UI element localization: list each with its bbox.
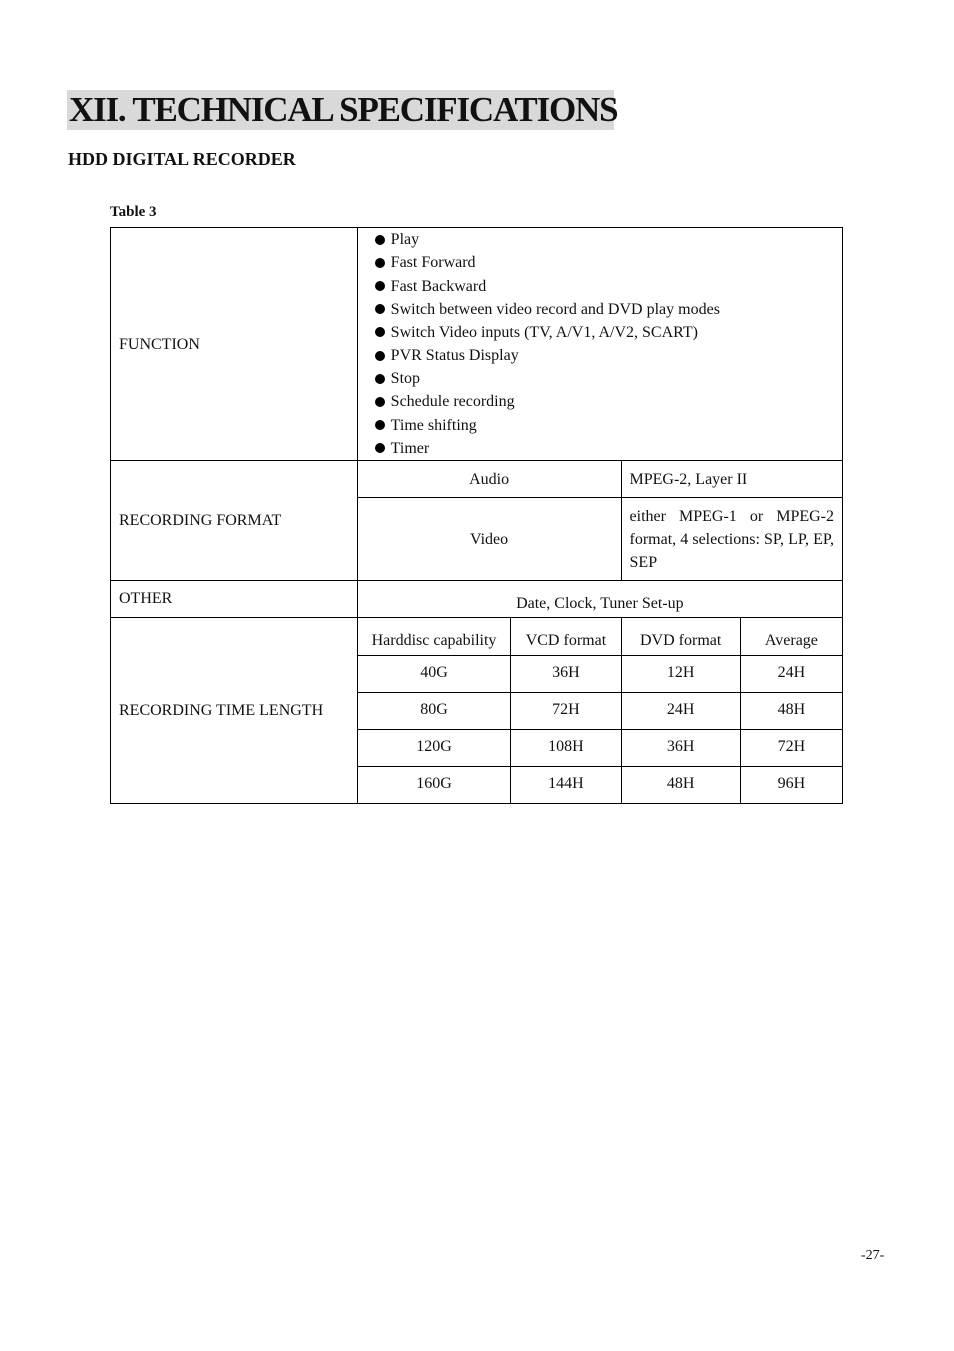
table-cell: 48H xyxy=(740,693,842,730)
bullet-icon xyxy=(375,374,385,384)
table-cell: 96H xyxy=(740,767,842,804)
video-label: Video xyxy=(357,498,621,581)
other-row xyxy=(111,581,843,618)
bullet-icon xyxy=(375,327,385,337)
table-cell: 36H xyxy=(511,656,621,693)
function-list xyxy=(358,228,842,460)
bullet-icon xyxy=(375,258,385,268)
video-value: either MPEG-1 or MPEG-2 format, 4 selections: SP, LP, EP, SEP xyxy=(621,498,842,581)
list-item: Play xyxy=(375,228,842,251)
table-cell: 40G xyxy=(357,656,511,693)
list-item: Time shifting xyxy=(375,414,842,437)
audio-value: MPEG-2, Layer II xyxy=(621,461,842,498)
table-cell: 120G xyxy=(357,730,511,767)
table-cell: 12H xyxy=(621,656,740,693)
bullet-icon xyxy=(375,397,385,407)
section-subtitle: HDD DIGITAL RECORDER xyxy=(68,149,296,169)
bullet-icon xyxy=(375,351,385,361)
page-title: XII. TECHNICAL SPECIFICATIONS xyxy=(69,90,618,129)
list-item: PVR Status Display xyxy=(375,344,842,367)
other-value: Date, Clock, Tuner Set-up xyxy=(357,581,842,618)
list-item: Schedule recording xyxy=(375,390,842,413)
column-header: Average xyxy=(740,618,842,656)
function-row xyxy=(111,228,843,461)
recording-format-label: RECORDING FORMAT xyxy=(111,461,358,581)
table-cell: 24H xyxy=(621,693,740,730)
recording-time-label: RECORDING TIME LENGTH xyxy=(111,618,358,804)
function-items-cell xyxy=(357,228,842,461)
list-item: Fast Forward xyxy=(375,251,842,274)
other-label: OTHER xyxy=(111,581,358,618)
bullet-icon xyxy=(375,304,385,314)
list-item: Fast Backward xyxy=(375,274,842,297)
column-header: Harddisc capability xyxy=(357,618,511,656)
table-cell: 108H xyxy=(511,730,621,767)
table-cell: 72H xyxy=(511,693,621,730)
table-cell: 144H xyxy=(511,767,621,804)
bullet-icon xyxy=(375,235,385,245)
table-cell: 48H xyxy=(621,767,740,804)
column-header: VCD format xyxy=(511,618,621,656)
bullet-icon xyxy=(375,443,385,453)
column-header: DVD format xyxy=(621,618,740,656)
list-item: Switch Video inputs (TV, A/V1, A/V2, SCART) xyxy=(375,321,842,344)
table-cell: 36H xyxy=(621,730,740,767)
bullet-icon xyxy=(375,420,385,430)
table-cell: 72H xyxy=(740,730,842,767)
bullet-icon xyxy=(375,281,385,291)
specifications-table xyxy=(110,227,843,804)
table-caption: Table 3 xyxy=(110,204,157,220)
list-item: Stop xyxy=(375,367,842,390)
list-item: Timer xyxy=(375,437,842,460)
table-cell: 160G xyxy=(357,767,511,804)
table-cell: 80G xyxy=(357,693,511,730)
function-label: FUNCTION xyxy=(111,228,358,461)
recording-time-header-row xyxy=(111,618,843,656)
audio-label: Audio xyxy=(357,461,621,498)
page-number: -27- xyxy=(861,1248,885,1263)
list-item: Switch between video record and DVD play modes xyxy=(375,298,842,321)
table-cell: 24H xyxy=(740,656,842,693)
recording-format-audio-row xyxy=(111,461,843,498)
